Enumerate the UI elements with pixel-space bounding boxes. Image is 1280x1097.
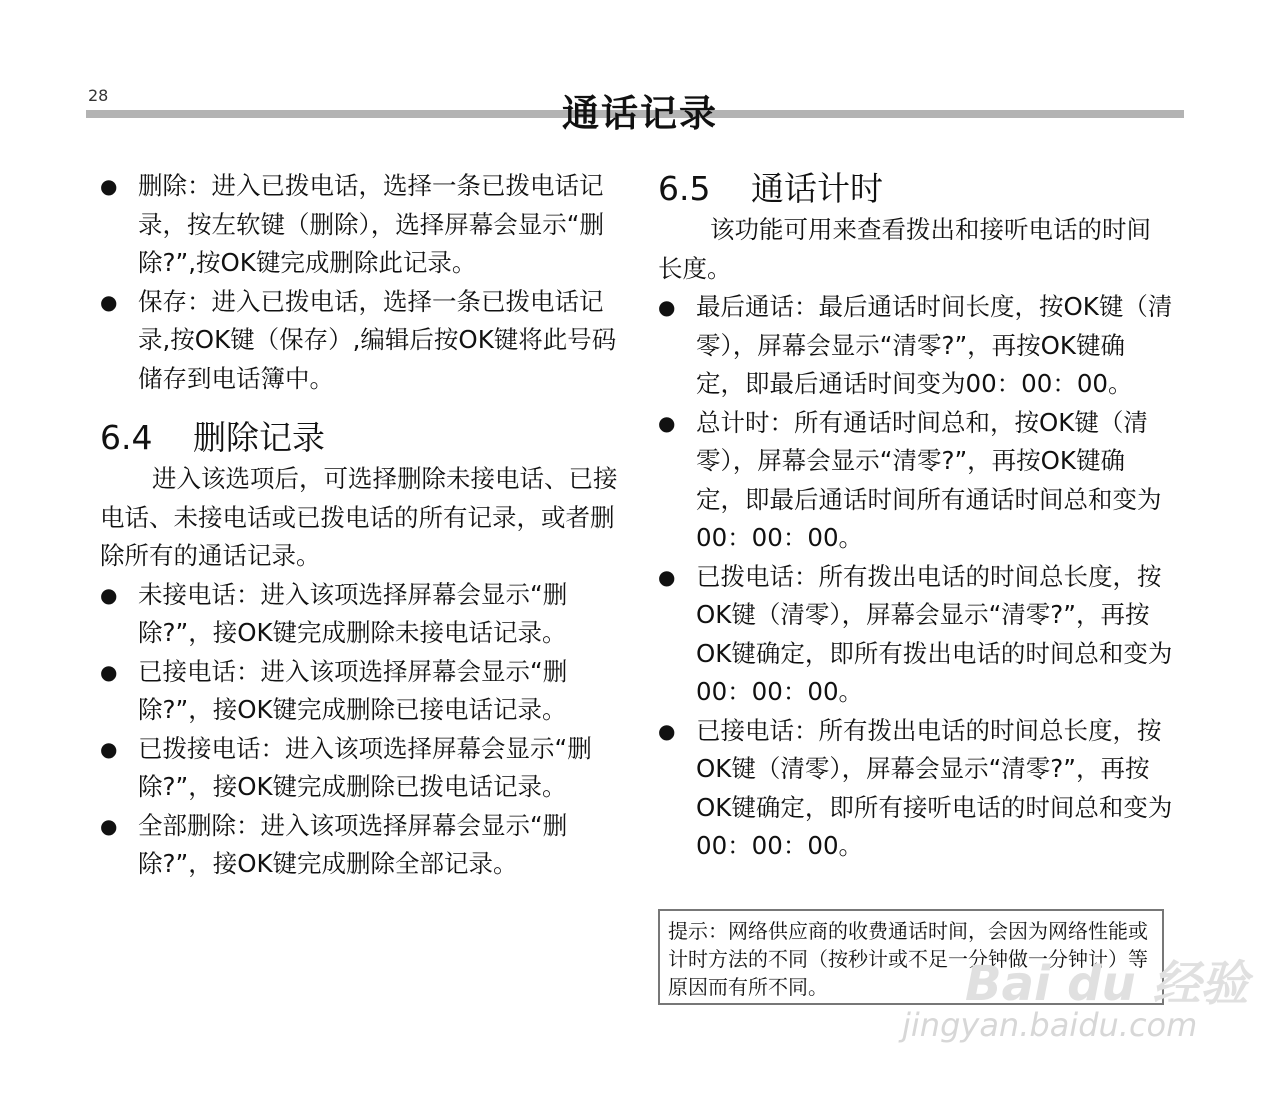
list-item: ● 已接电话：进入该项选择屏幕会显示“删除?”，接OK键完成删除已接电话记录。 [100, 653, 620, 730]
section-heading: 6.4 删除记录 [100, 418, 325, 457]
section-heading: 6.5 通话计时 [658, 169, 883, 208]
left-column [100, 167, 620, 884]
list-item: ● 保存：进入已拨电话，选择一条已拨电话记录,按OK键（保存）,编辑后按OK键将此号码储存到电话簿中。 [100, 283, 620, 399]
list-item: ● 未接电话：进入该项选择屏幕会显示“删除?”，接OK键完成删除未接电话记录。 [100, 576, 620, 653]
bullet-icon: ● [100, 736, 118, 761]
tip-box: 提示：网络供应商的收费通话时间，会因为网络性能或计时方法的不同（按秒计或不足一分钟做一分钟计）等原因而有所不同。 [658, 909, 1164, 1005]
baidu-logo-watermark: Bai du 经验 [965, 956, 1249, 1012]
bullet-icon: ● [658, 410, 676, 435]
list-item: ● 全部删除：进入该项选择屏幕会显示“删除?”，接OK键完成删除全部记录。 [100, 807, 620, 884]
bullet-icon: ● [658, 718, 676, 743]
list-item: ● 已拨接电话：进入该项选择屏幕会显示“删除?”，接OK键完成删除已拨电话记录。 [100, 730, 620, 807]
list-item: ● 已拨电话：所有拨出电话的时间总长度，按OK键（清零），屏幕会显示“清零?”，再按OK键确定，即所有拨出电话的时间总和变为00：00：00。 [658, 558, 1173, 712]
page-title: 通话记录 [562, 92, 718, 135]
section-intro: 进入该选项后，可选择删除未接电话、已接电话、未接电话或已拨电话的所有记录，或者删除所有的通话记录。 [100, 464, 618, 570]
watermark-url: jingyan.baidu.com [902, 1006, 1198, 1044]
bullet-icon: ● [100, 582, 118, 607]
bullet-icon: ● [100, 289, 118, 314]
bullet-icon: ● [100, 813, 118, 838]
bullet-icon: ● [100, 174, 118, 198]
right-column [658, 167, 1173, 866]
list-item: ● 最后通话：最后通话时间长度，按OK键（清零），屏幕会显示“清零?”，再按OK键确定，即最后通话时间变为00：00：00。 [658, 288, 1173, 404]
bullet-icon: ● [658, 564, 676, 589]
list-item: ● 删除：进入已拨电话，选择一条已拨电话记录，按左软键（删除），选择屏幕会显示“删除?”,按OK键完成删除此记录。 [100, 167, 620, 283]
list-item: ● 总计时：所有通话时间总和，按OK键（清零），屏幕会显示“清零?”，再按OK键确定，即最后通话时间所有通话时间总和变为00：00：00。 [658, 404, 1173, 558]
list-item: ● 已接电话：所有拨出电话的时间总长度，按OK键（清零），屏幕会显示“清零?”，再按OK键确定，即所有接听电话的时间总和变为00：00：00。 [658, 712, 1173, 866]
bullet-icon: ● [100, 659, 118, 684]
bullet-icon: ● [658, 295, 676, 319]
page-number: 28 [88, 86, 109, 105]
section-intro: 该功能可用来查看拨出和接听电话的时间长度。 [658, 215, 1151, 283]
